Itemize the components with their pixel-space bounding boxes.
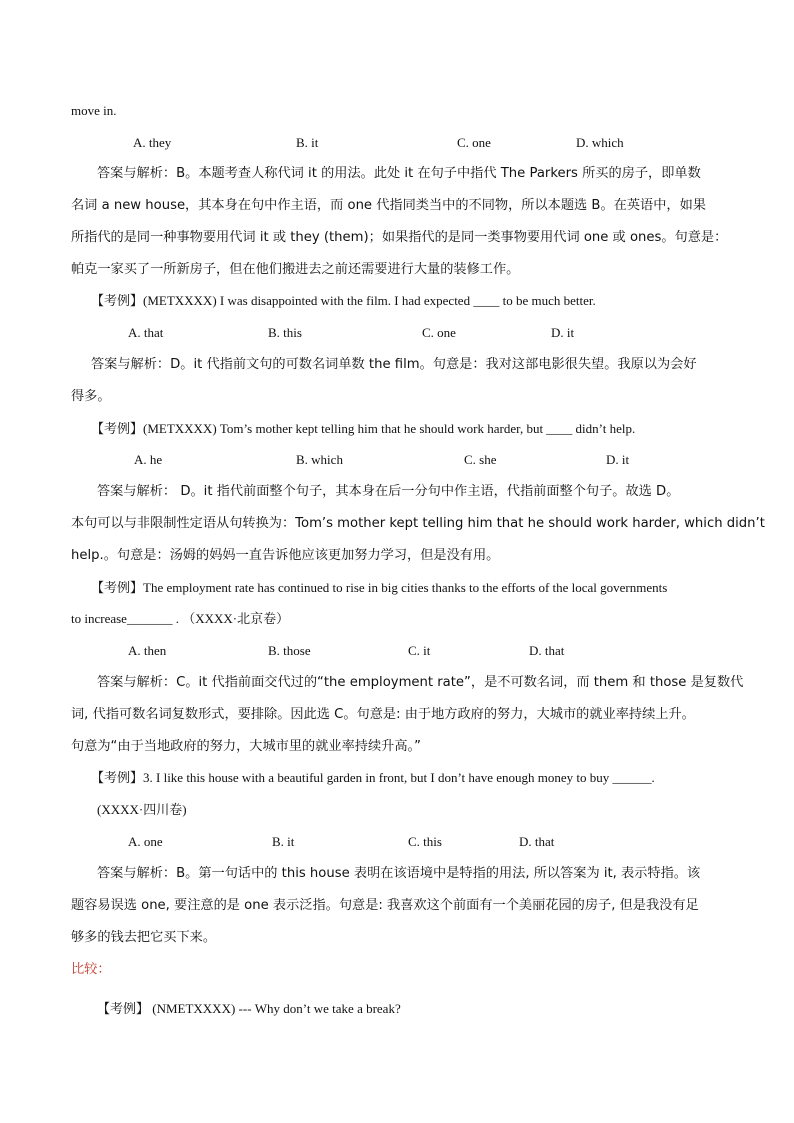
option-d: D. which — [576, 135, 624, 150]
answer-line: 答案与解析：B。第一句话中的 this house 表明在该语境中是特指的用法, 所以答案为 it, 表示特指。该 — [97, 866, 701, 881]
question-line: 【考例】(METXXXX) Tom’s mother kept telling him that he should work harder, but ____ didn’t help. — [91, 421, 636, 436]
option-c: C. this — [408, 834, 442, 849]
text-line: move in. — [71, 103, 117, 118]
option-a: A. they — [133, 135, 172, 150]
option-a: A. then — [128, 643, 167, 658]
compare-heading: 比较： — [71, 962, 111, 977]
option-d: D. that — [519, 834, 555, 849]
option-d: D. it — [606, 452, 630, 467]
answer-line: 名词 a new house，其本身在句中作主语，而 one 代指同类当中的不同物，所以本题选 B。在英语中，如果 — [71, 198, 706, 213]
option-c: C. she — [464, 452, 497, 467]
question-line: (XXXX·四川卷) — [97, 802, 187, 817]
answer-line: 题容易误选 one, 要注意的是 one 表示泛指。句意是: 我喜欢这个前面有一个美丽花园的房子, 但是我没有足 — [71, 898, 699, 913]
answer-line: help.。句意是：汤姆的妈妈一直告诉他应该更加努力学习，但是没有用。 — [71, 548, 500, 563]
answer-line: 答案与解析：C。it 代指前面交代过的“the employment rate”，是不可数名词，而 them 和 those 是复数代 — [97, 675, 744, 690]
question-line: 【考例】The employment rate has continued to rise in big cities thanks to the efforts of the local governments — [91, 580, 668, 595]
option-d: D. it — [551, 325, 575, 340]
answer-line: 句意为“由于当地政府的努力，大城市里的就业率持续升高。” — [71, 739, 421, 754]
option-d: D. that — [529, 643, 565, 658]
answer-line: 帕克一家买了一所新房子，但在他们搬进去之前还需要进行大量的装修工作。 — [71, 262, 520, 277]
answer-line: 答案与解析：B。本题考查人称代词 it 的用法。此处 it 在句子中指代 The Parkers 所买的房子，即单数 — [97, 166, 701, 181]
answer-line: 词, 代指可数名词复数形式，要排除。因此选 C。句意是: 由于地方政府的努力，大城市的就业率持续上升。 — [71, 707, 695, 722]
option-b: B. it — [296, 135, 319, 150]
option-c: C. one — [457, 135, 491, 150]
option-a: A. that — [128, 325, 164, 340]
answer-line: 所指代的是同一种事物要用代词 it 或 they (them)；如果指代的是同一类事物要用代词 one 或 ones。句意是： — [71, 230, 728, 245]
answer-line: 够多的钱去把它买下来。 — [71, 930, 217, 945]
option-b: B. those — [268, 643, 311, 658]
option-b: B. it — [272, 834, 295, 849]
answer-line: 得多。 — [71, 389, 111, 404]
option-a: A. he — [134, 452, 163, 467]
question-line: to increase_______ . （XXXX·北京卷） — [71, 611, 290, 626]
option-b: B. this — [268, 325, 302, 340]
option-b: B. which — [296, 452, 343, 467]
question-line: 【考例】(METXXXX) I was disappointed with the film. I had expected ____ to be much better. — [91, 293, 596, 308]
question-line: 【考例】3. I like this house with a beautiful garden in front, but I don’t have enough money to buy ______. — [91, 770, 655, 785]
question-line: 【考例】 (NMETXXXX) --- Why don’t we take a break? — [97, 1001, 401, 1016]
option-c: C. it — [408, 643, 431, 658]
answer-line: 答案与解析：D。it 代指前文句的可数名词单数 the film。句意是：我对这部电影很失望。我原以为会好 — [91, 357, 697, 372]
answer-line: 本句可以与非限制性定语从句转换为：Tom’s mother kept telling him that he should work harder, which didn’t — [71, 516, 765, 531]
option-a: A. one — [128, 834, 163, 849]
option-c: C. one — [422, 325, 456, 340]
answer-line: 答案与解析： D。it 指代前面整个句子，其本身在后一分句中作主语，代指前面整个句子。故选 D。 — [97, 484, 680, 499]
